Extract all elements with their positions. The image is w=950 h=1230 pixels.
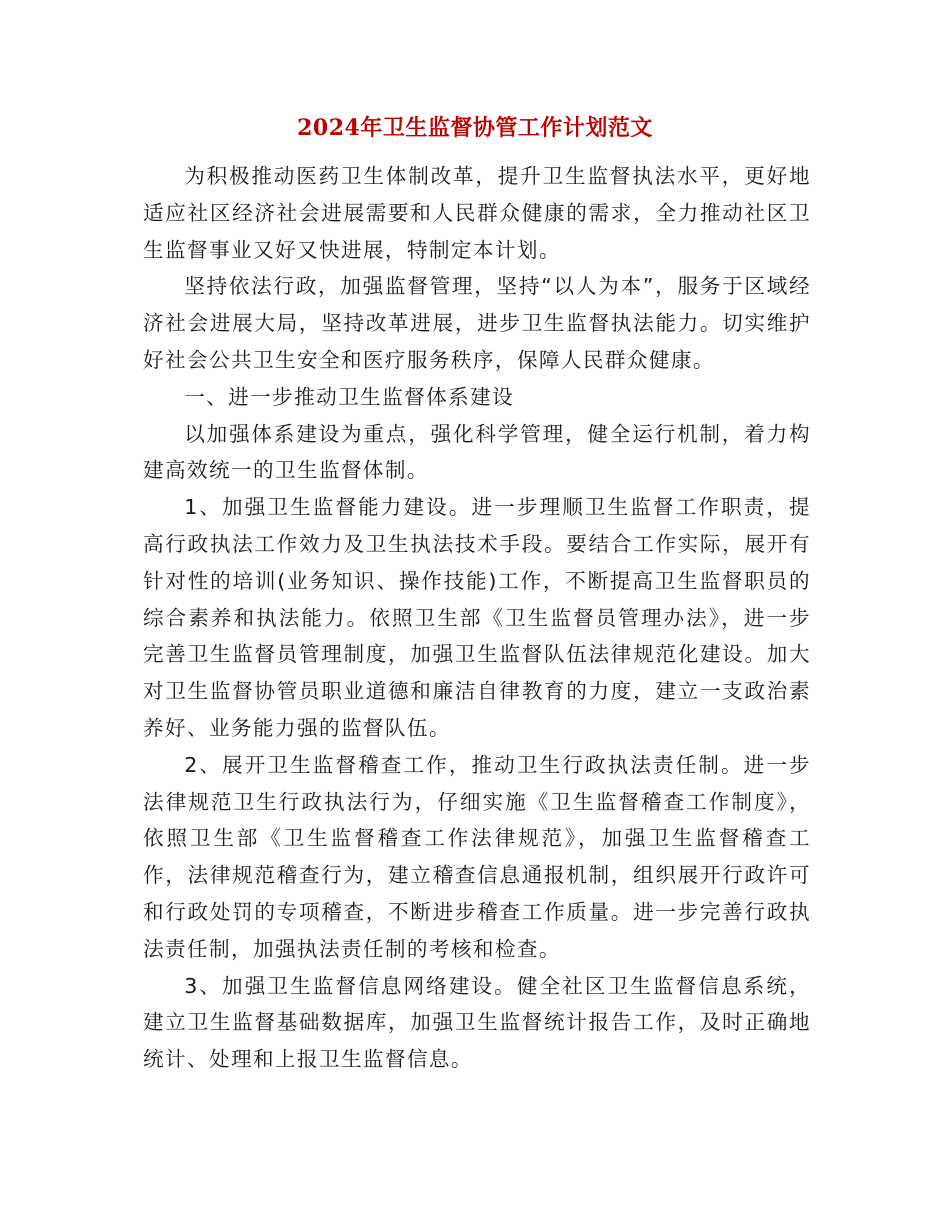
- document-body: [143, 158, 811, 1078]
- paragraph-item-3: 3、加强卫生监督信息网络建设。健全社区卫生监督信息系统，建立卫生监督基础数据库，加强卫生监督统计报告工作，及时正确地统计、处理和上报卫生监督信息。: [143, 973, 811, 1072]
- paragraph-item-2: 2、展开卫生监督稽查工作，推动卫生行政执法责任制。进一步法律规范卫生行政执法行为，仔细实施《卫生监督稽查工作制度》，依照卫生部《卫生监督稽查工作法律规范》，加强卫生监督稽查工作，法律规范稽查行为，建立稽查信息通报机制，组织展开行政许可和行政处罚的专项稽查，不断进步稽查工作质量。进一步完善行政执法责任制，加强执法责任制的考核和检查。: [143, 752, 811, 961]
- paragraph-principles: 坚持依法行政，加强监督管理，坚持“以人为本”，服务于区域经济社会进展大局，坚持改革进展，进步卫生监督执法能力。切实维护好社会公共卫生安全和医疗服务秩序，保障人民群众健康。: [143, 274, 811, 372]
- section-heading-1: 一、进一步推动卫生监督体系建设: [184, 384, 515, 409]
- paragraph-item-1: 1、加强卫生监督能力建设。进一步理顺卫生监督工作职责，提高行政执法工作效力及卫生执法技术手段。要结合工作实际，展开有针对性的培训(业务知识、操作技能)工作，不断提高卫生监督职员的综合素养和执法能力。依照卫生部《卫生监督员管理办法》，进一步完善卫生监督员管理制度，加强卫生监督队伍法律规范化建设。加大对卫生监督协管员职业道德和廉洁自律教育的力度，建立一支政治素养好、业务能力强的监督队伍。: [143, 495, 811, 740]
- paragraph-section-summary: 以加强体系建设为重点，强化科学管理，健全运行机制，着力构建高效统一的卫生监督体制。: [143, 421, 811, 483]
- document-title: 2024年卫生监督协管工作计划范文: [297, 115, 653, 141]
- paragraph-intro: 为积极推动医药卫生体制改革，提升卫生监督执法水平，更好地适应社区经济社会进展需要和人民群众健康的需求，全力推动社区卫生监督事业又好又快进展，特制定本计划。: [143, 164, 811, 262]
